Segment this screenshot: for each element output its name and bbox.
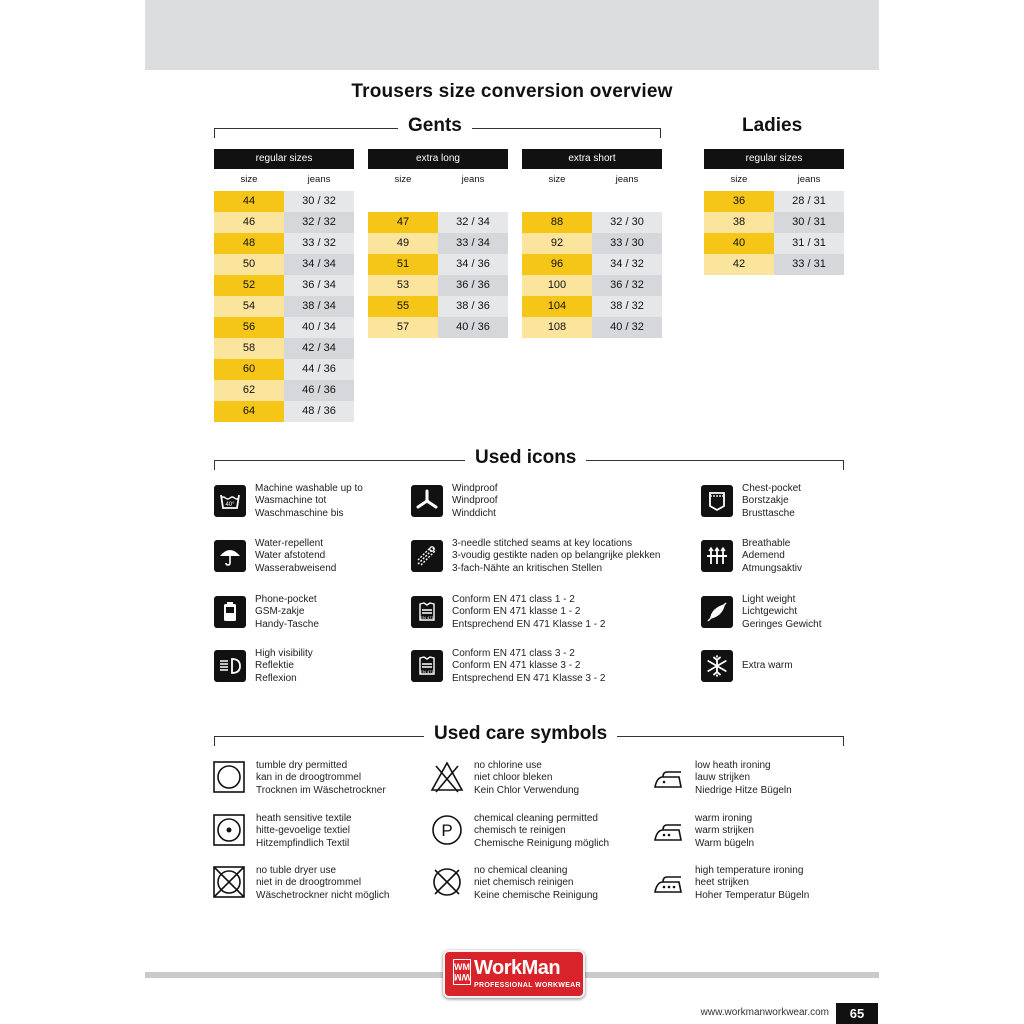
care-description — [256, 760, 386, 797]
description-line: Phone-pocket — [255, 594, 317, 605]
size-cell: 47 — [368, 212, 438, 233]
icon-description — [255, 483, 363, 520]
table-row — [214, 296, 354, 317]
no-chlorine-icon — [430, 760, 464, 794]
size-cell: 38 — [704, 212, 774, 233]
icon-legend-item — [701, 594, 821, 631]
description-line: Water afstotend — [255, 550, 326, 562]
high-visibility-icon — [214, 650, 246, 682]
washing-machine-icon — [214, 485, 246, 517]
description-line: Brusttasche — [742, 507, 795, 519]
icon-description — [742, 660, 793, 672]
care-rule-right-tick — [843, 736, 844, 746]
care-legend-item — [651, 865, 809, 902]
description-line: Hitzempfindlich Textil — [256, 837, 350, 849]
description-line: no tuble dryer use — [256, 865, 337, 876]
logo-mark-text: WM — [454, 962, 470, 972]
size-cell: 92 — [522, 233, 592, 254]
table-row — [522, 212, 662, 233]
en471-class3-icon — [411, 650, 443, 682]
svg-text:EN 471: EN 471 — [420, 615, 434, 620]
table-body — [214, 191, 354, 422]
icon-description — [452, 594, 605, 631]
size-cell: 58 — [214, 338, 284, 359]
jeans-cell: 36 / 34 — [284, 275, 354, 296]
description-line: Warm bügeln — [695, 837, 755, 849]
chest-pocket-icon — [701, 485, 733, 517]
description-line: Hoher Temperatur Bügeln — [695, 889, 810, 901]
icon-description — [742, 483, 801, 520]
description-line: Conform EN 471 class 3 - 2 — [452, 648, 575, 659]
size-cell: 44 — [214, 191, 284, 212]
icon-description — [255, 648, 313, 685]
svg-text:P: P — [441, 821, 453, 840]
no-tumble-dry-icon — [212, 865, 246, 899]
table-row — [214, 212, 354, 233]
size-cell: 46 — [214, 212, 284, 233]
low-heat-iron-icon — [651, 760, 685, 794]
icon-legend-item — [701, 483, 801, 520]
description-line: hitte-gevoelige textiel — [256, 825, 350, 837]
table-body — [368, 212, 508, 338]
col-jeans-label: jeans — [615, 174, 639, 185]
description-line: Windproof — [452, 495, 498, 507]
description-line: niet chemisch reinigen — [474, 877, 574, 889]
jeans-cell: 40 / 34 — [284, 317, 354, 338]
gents-extra-long-table — [368, 149, 508, 338]
svg-text:EN 471: EN 471 — [420, 669, 434, 674]
description-line: Reflexion — [255, 672, 297, 684]
jeans-cell: 42 / 34 — [284, 338, 354, 359]
page-title: Trousers size conversion overview — [351, 81, 673, 102]
jeans-cell: 46 / 36 — [284, 380, 354, 401]
table-row — [522, 317, 662, 338]
icon-legend-item — [411, 483, 498, 520]
logo-mark-text-flipped: WM — [454, 972, 470, 982]
logo-tagline: PROFESSIONAL WORKWEAR — [474, 982, 581, 989]
jeans-cell: 34 / 36 — [438, 254, 508, 275]
jeans-cell: 40 / 32 — [592, 317, 662, 338]
size-cell: 55 — [368, 296, 438, 317]
col-jeans-label: jeans — [307, 174, 331, 185]
table-header: extra long — [368, 149, 508, 169]
table-row — [704, 212, 844, 233]
table-subheader — [368, 169, 508, 191]
jeans-cell: 48 / 36 — [284, 401, 354, 422]
table-subheader — [522, 169, 662, 191]
table-row — [214, 254, 354, 275]
description-line: warm strijken — [695, 825, 754, 837]
icon-description — [742, 594, 821, 631]
high-temp-iron-icon — [651, 865, 685, 899]
size-cell: 96 — [522, 254, 592, 275]
size-cell: 53 — [368, 275, 438, 296]
description-line: Wasserabweisend — [255, 562, 337, 574]
size-cell: 88 — [522, 212, 592, 233]
table-row — [368, 233, 508, 254]
phone-pocket-icon — [214, 596, 246, 628]
description-line: Conform EN 471 klasse 1 - 2 — [452, 606, 581, 618]
stitched-seams-icon — [411, 540, 443, 572]
icon-legend-item — [411, 594, 605, 631]
description-line: Wasmachine tot — [255, 495, 327, 507]
description-line: Machine washable up to — [255, 483, 363, 494]
jeans-cell: 32 / 34 — [438, 212, 508, 233]
size-cell: 51 — [368, 254, 438, 275]
description-line: Trocknen im Wäschetrockner — [256, 784, 386, 796]
size-cell: 49 — [368, 233, 438, 254]
description-line: Extra warm — [742, 660, 793, 671]
jeans-cell: 40 / 36 — [438, 317, 508, 338]
jeans-cell: 30 / 32 — [284, 191, 354, 212]
used-care-heading: Used care symbols — [424, 723, 617, 745]
description-line: Breathable — [742, 538, 791, 549]
description-line: Light weight — [742, 594, 796, 605]
workman-logo — [443, 950, 585, 998]
jeans-cell: 33 / 31 — [774, 254, 844, 275]
table-row — [214, 191, 354, 212]
description-line: 3-needle stitched seams at key locations — [452, 538, 633, 549]
table-row — [522, 254, 662, 275]
care-legend-item — [430, 760, 579, 797]
size-cell: 42 — [704, 254, 774, 275]
description-line: Water-repellent — [255, 538, 323, 549]
table-row — [368, 275, 508, 296]
ladies-regular-table — [704, 149, 844, 275]
description-line: no chlorine use — [474, 760, 542, 771]
size-cell: 60 — [214, 359, 284, 380]
jeans-cell: 34 / 34 — [284, 254, 354, 275]
care-description — [695, 760, 792, 797]
table-body — [704, 191, 844, 275]
jeans-cell: 36 / 36 — [438, 275, 508, 296]
size-cell: 57 — [368, 317, 438, 338]
feather-icon — [701, 596, 733, 628]
table-row — [368, 296, 508, 317]
description-line: Niedrige Hitze Bügeln — [695, 784, 792, 796]
table-row — [522, 233, 662, 254]
care-description — [474, 813, 609, 850]
icon-description — [255, 594, 319, 631]
jeans-cell: 33 / 30 — [592, 233, 662, 254]
table-row — [704, 191, 844, 212]
description-line: Kein Chlor Verwendung — [474, 784, 580, 796]
logo-brand: WorkMan — [474, 957, 561, 979]
table-row — [368, 317, 508, 338]
description-line: Winddicht — [452, 507, 496, 519]
description-line: Handy-Tasche — [255, 618, 319, 630]
description-line: Windproof — [452, 483, 498, 494]
table-subheader — [704, 169, 844, 191]
description-line: Keine chemische Reinigung — [474, 889, 598, 901]
care-legend-item — [212, 813, 352, 850]
table-row — [704, 233, 844, 254]
gents-rule-left-tick — [214, 128, 215, 138]
description-line: lauw strijken — [695, 772, 751, 784]
description-line: chemisch te reinigen — [474, 825, 566, 837]
page-number: 65 — [836, 1003, 878, 1024]
jeans-cell: 36 / 32 — [592, 275, 662, 296]
description-line: high temperature ironing — [695, 865, 804, 876]
care-legend-item — [212, 760, 386, 797]
umbrella-icon — [214, 540, 246, 572]
care-legend-item — [430, 813, 609, 850]
care-description — [695, 865, 809, 902]
description-line: heet strijken — [695, 877, 749, 889]
care-description — [695, 813, 754, 850]
tumble-dry-icon — [212, 760, 246, 794]
care-description — [474, 865, 598, 902]
table-row — [214, 338, 354, 359]
description-line: kan in de droogtrommel — [256, 772, 362, 784]
size-cell: 52 — [214, 275, 284, 296]
size-cell: 50 — [214, 254, 284, 275]
size-cell: 48 — [214, 233, 284, 254]
jeans-cell: 38 / 34 — [284, 296, 354, 317]
icons-rule-left-tick — [214, 460, 215, 470]
description-line: warm ironing — [695, 813, 753, 824]
heat-sensitive-icon — [212, 813, 246, 847]
size-cell: 54 — [214, 296, 284, 317]
table-row — [214, 359, 354, 380]
description-line: Wäschetrockner nicht möglich — [256, 889, 390, 901]
windproof-icon — [411, 485, 443, 517]
description-line: Chemische Reinigung möglich — [474, 837, 610, 849]
col-size-label: size — [240, 174, 258, 185]
description-line: Entsprechend EN 471 Klasse 1 - 2 — [452, 618, 606, 630]
description-line: Reflektie — [255, 660, 294, 672]
description-line: no chemical cleaning — [474, 865, 568, 876]
used-icons-heading: Used icons — [465, 447, 586, 469]
icon-description — [742, 538, 802, 575]
gents-regular-table — [214, 149, 354, 422]
description-line: Conform EN 471 klasse 3 - 2 — [452, 660, 581, 672]
table-body — [522, 212, 662, 338]
description-line: Waschmaschine bis — [255, 507, 344, 519]
jeans-cell: 33 / 34 — [438, 233, 508, 254]
table-header: regular sizes — [704, 149, 844, 169]
jeans-cell: 44 / 36 — [284, 359, 354, 380]
col-size-label: size — [730, 174, 748, 185]
col-size-label: size — [548, 174, 566, 185]
table-row — [214, 275, 354, 296]
table-header: regular sizes — [214, 149, 354, 169]
warm-iron-icon — [651, 813, 685, 847]
description-line: Conform EN 471 class 1 - 2 — [452, 594, 575, 605]
description-line: Lichtgewicht — [742, 606, 798, 618]
description-line: Borstzakje — [742, 495, 789, 507]
care-legend-item — [212, 865, 389, 902]
description-line: niet chloor bleken — [474, 772, 553, 784]
icon-legend-item — [701, 538, 802, 575]
svg-text:40°: 40° — [225, 502, 235, 508]
description-line: 3-voudig gestikte naden op belangrijke plekken — [452, 550, 661, 562]
no-chemical-cleaning-icon — [430, 865, 464, 899]
icon-description — [452, 483, 498, 520]
care-rule-left-tick — [214, 736, 215, 746]
table-row — [214, 317, 354, 338]
table-row — [214, 233, 354, 254]
size-cell: 62 — [214, 380, 284, 401]
icon-legend-item — [214, 483, 363, 520]
description-line: GSM-zakje — [255, 606, 305, 618]
jeans-cell: 38 / 36 — [438, 296, 508, 317]
care-legend-item — [651, 813, 754, 850]
table-row — [214, 380, 354, 401]
breathable-icon — [701, 540, 733, 572]
jeans-cell: 34 / 32 — [592, 254, 662, 275]
care-description — [474, 760, 579, 797]
description-line: tumble dry permitted — [256, 760, 348, 771]
icon-legend-item — [701, 648, 793, 682]
jeans-cell: 30 / 31 — [774, 212, 844, 233]
table-row — [368, 212, 508, 233]
jeans-cell: 31 / 31 — [774, 233, 844, 254]
jeans-cell: 32 / 30 — [592, 212, 662, 233]
table-subheader — [214, 169, 354, 191]
table-row — [368, 254, 508, 275]
size-cell: 64 — [214, 401, 284, 422]
ladies-heading: Ladies — [732, 115, 812, 137]
jeans-cell: 38 / 32 — [592, 296, 662, 317]
description-line: niet in de droogtrommel — [256, 877, 362, 889]
col-size-label: size — [394, 174, 412, 185]
size-cell: 40 — [704, 233, 774, 254]
table-row — [214, 401, 354, 422]
description-line: Chest-pocket — [742, 483, 801, 494]
description-line: Geringes Gewicht — [742, 618, 822, 630]
care-legend-item — [430, 865, 598, 902]
gents-rule-right-tick — [660, 128, 661, 138]
jeans-cell: 28 / 31 — [774, 191, 844, 212]
icon-legend-item — [411, 648, 605, 685]
gents-heading: Gents — [398, 115, 472, 137]
table-header: extra short — [522, 149, 662, 169]
icon-description — [452, 648, 605, 685]
en471-class1-icon — [411, 596, 443, 628]
care-description — [256, 865, 389, 902]
icon-legend-item — [411, 538, 660, 575]
icon-legend-item — [214, 594, 319, 631]
care-legend-item — [651, 760, 792, 797]
table-row — [522, 275, 662, 296]
col-jeans-label: jeans — [797, 174, 821, 185]
description-line: Ademend — [742, 550, 785, 562]
description-line: heath sensitive textile — [256, 813, 352, 824]
top-banner — [145, 0, 879, 70]
chemical-cleaning-icon — [430, 813, 464, 847]
description-line: chemical cleaning permitted — [474, 813, 598, 824]
jeans-cell: 33 / 32 — [284, 233, 354, 254]
care-description — [256, 813, 352, 850]
description-line: High visibility — [255, 648, 313, 659]
size-cell: 100 — [522, 275, 592, 296]
size-cell: 108 — [522, 317, 592, 338]
icons-rule-right-tick — [843, 460, 844, 470]
col-jeans-label: jeans — [461, 174, 485, 185]
icon-legend-item — [214, 648, 313, 685]
description-line: Atmungsaktiv — [742, 562, 803, 574]
size-cell: 36 — [704, 191, 774, 212]
website-url[interactable]: www.workmanworkwear.com — [700, 1007, 829, 1018]
icon-legend-item — [214, 538, 336, 575]
description-line: low heath ironing — [695, 760, 771, 771]
table-row — [522, 296, 662, 317]
icon-description — [255, 538, 336, 575]
snowflake-icon — [701, 650, 733, 682]
table-row — [704, 254, 844, 275]
description-line: Entsprechend EN 471 Klasse 3 - 2 — [452, 672, 606, 684]
gents-extra-short-table — [522, 149, 662, 338]
description-line: 3-fach-Nähte an kritischen Stellen — [452, 562, 603, 574]
size-cell: 56 — [214, 317, 284, 338]
logo-mark-icon — [453, 959, 471, 985]
icon-description — [452, 538, 660, 575]
jeans-cell: 32 / 32 — [284, 212, 354, 233]
size-cell: 104 — [522, 296, 592, 317]
